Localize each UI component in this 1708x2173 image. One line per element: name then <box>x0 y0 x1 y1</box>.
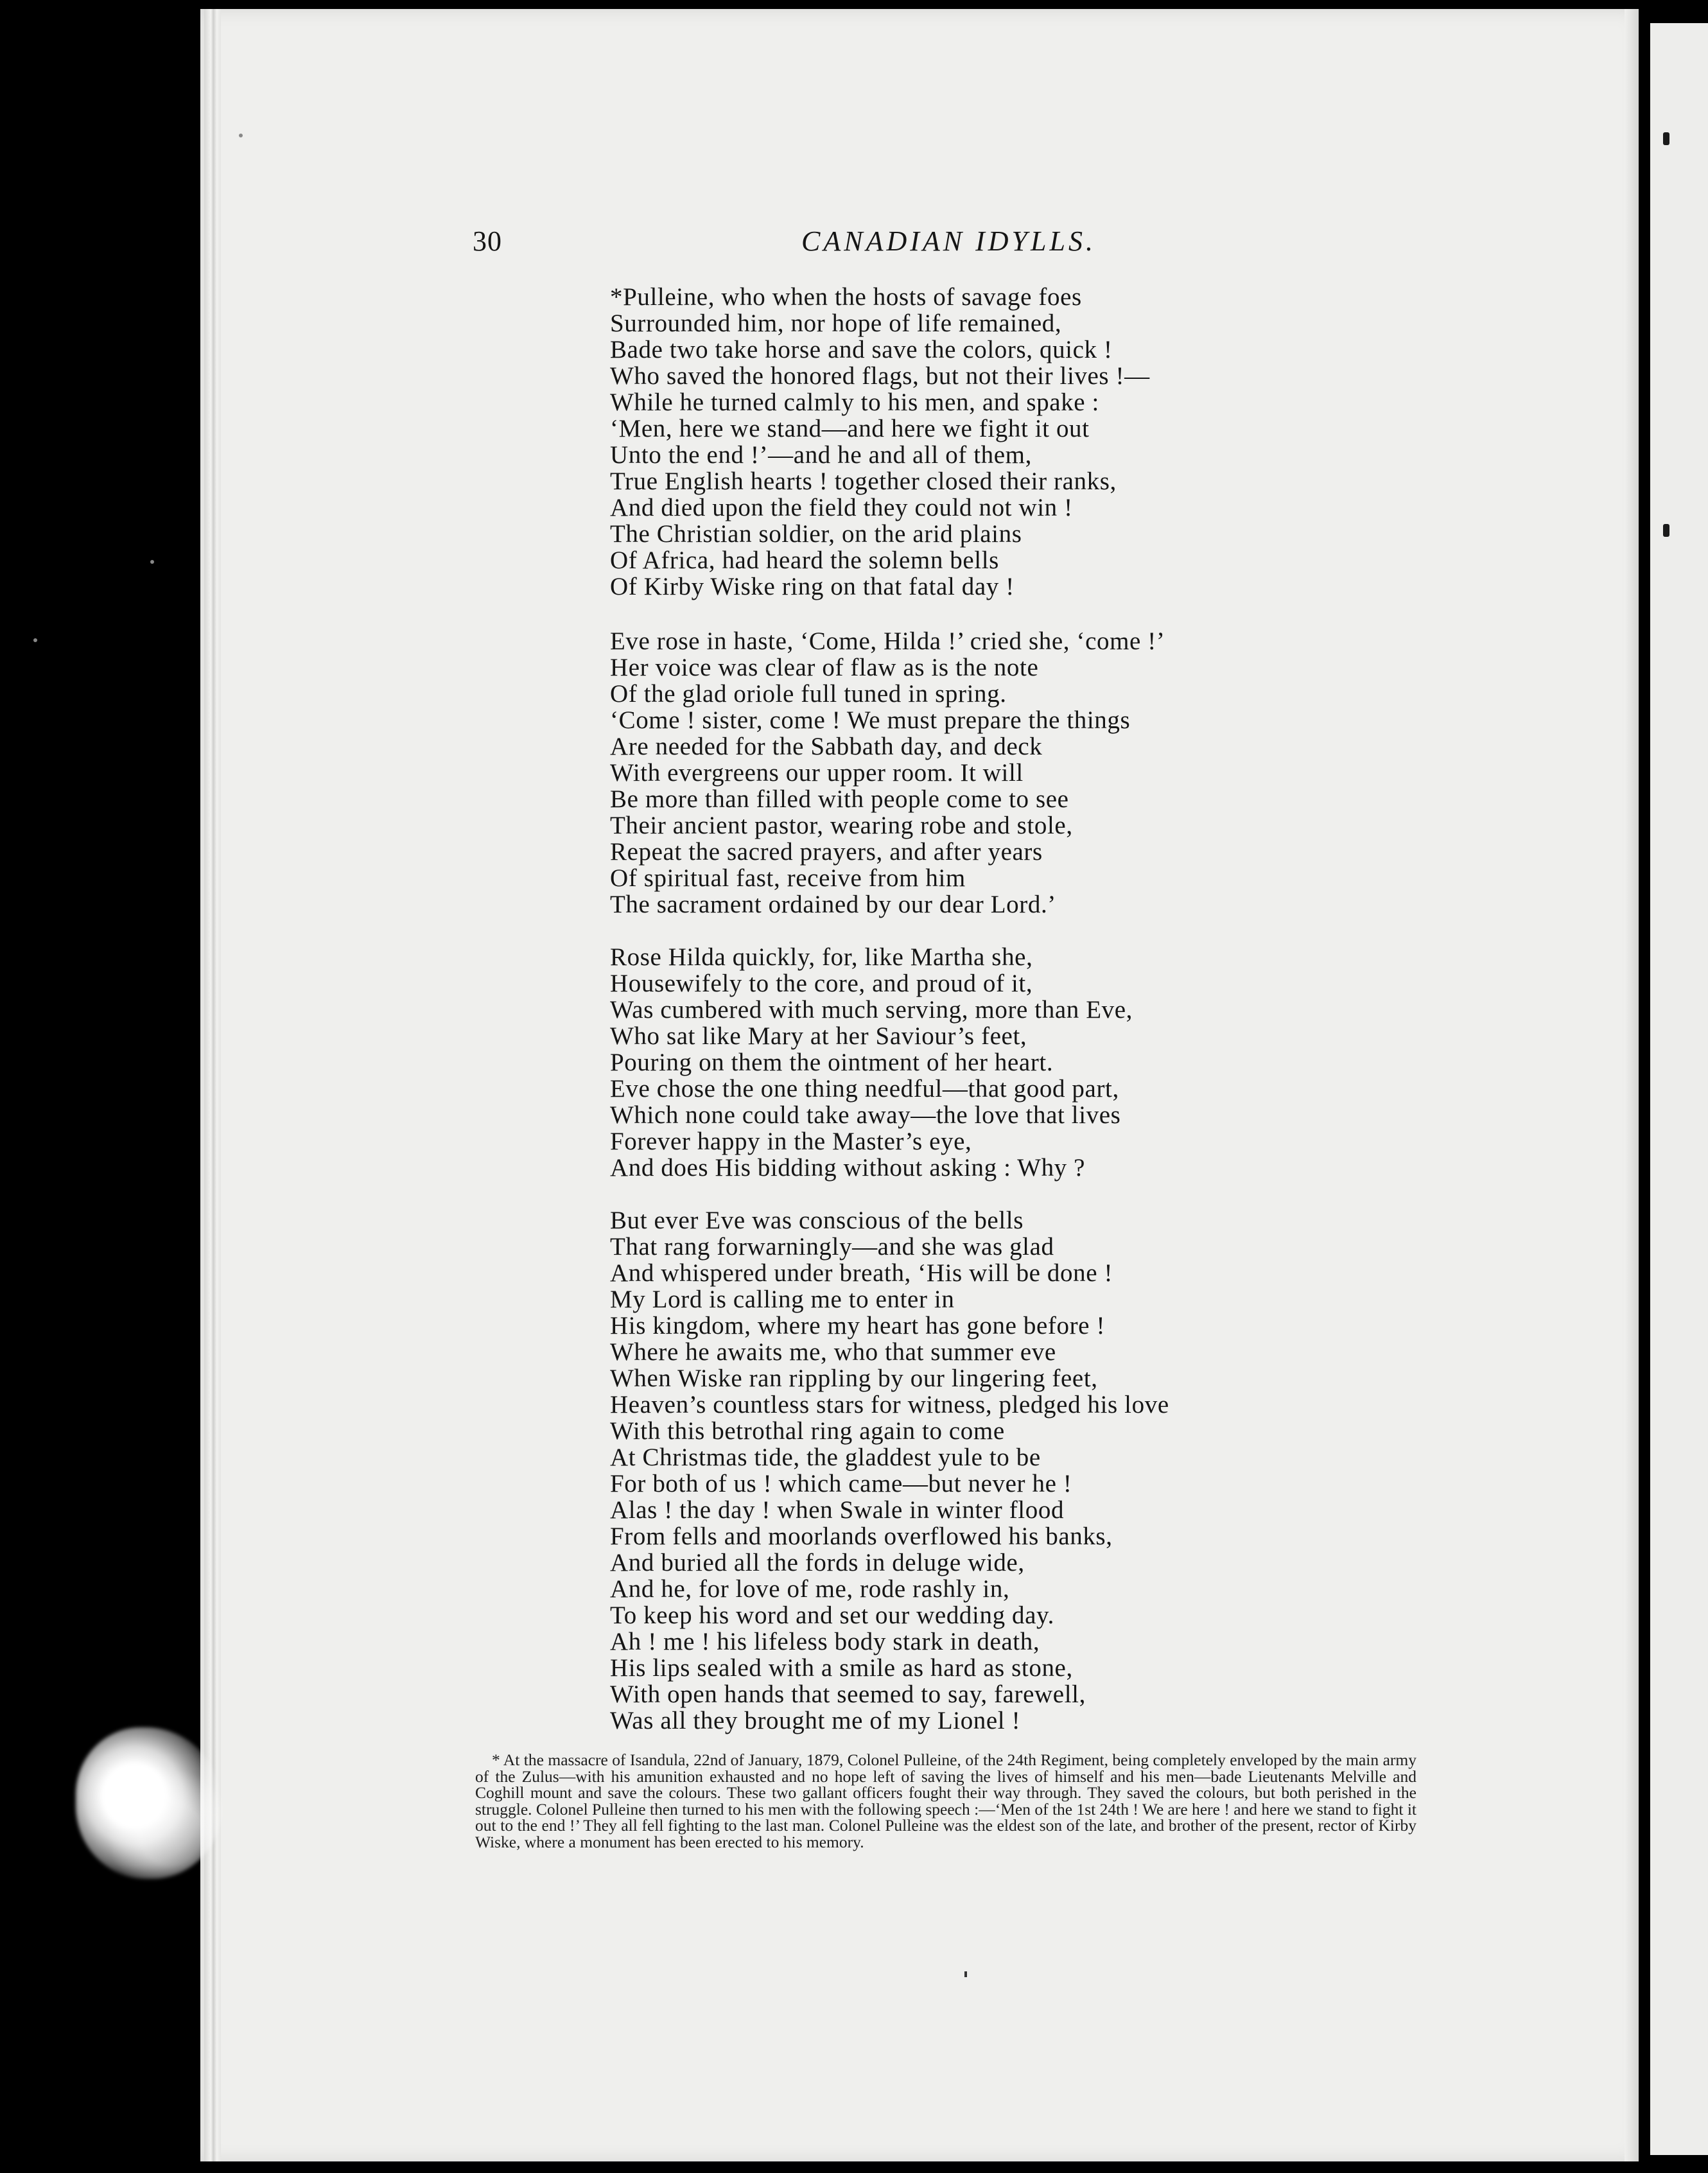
stanza-3 <box>610 944 1133 1181</box>
verse-line: Housewifely to the core, and proud of it, <box>610 970 1033 997</box>
verse-line: Their ancient pastor, wearing robe and stole, <box>610 812 1073 839</box>
verse-line: To keep his word and set our wedding day. <box>610 1601 1054 1629</box>
scan-speck <box>239 134 243 137</box>
verse-line: Are needed for the Sabbath day, and deck <box>610 733 1043 760</box>
verse-line: ‘Come ! sister, come ! We must prepare the things <box>610 706 1131 734</box>
verse-line: Surrounded him, nor hope of life remained, <box>610 310 1062 337</box>
verse-line: That rang forwarningly—and she was glad <box>610 1233 1054 1261</box>
verse-line: Where he awaits me, who that summer eve <box>610 1338 1056 1366</box>
verse-line: And buried all the fords in deluge wide, <box>610 1549 1025 1576</box>
verse-line: Was all they brought me of my Lionel ! <box>610 1707 1021 1734</box>
verse-line: Ah ! me ! his lifeless body stark in death, <box>610 1628 1040 1655</box>
page-right-edge <box>1625 9 1639 2161</box>
page-number: 30 <box>473 225 502 257</box>
verse-line: With open hands that seemed to say, farewell, <box>610 1680 1086 1708</box>
verse-line: Rose Hilda quickly, for, like Martha she, <box>610 943 1033 971</box>
verse-line: Alas ! the day ! when Swale in winter flood <box>610 1496 1065 1524</box>
scan-smudge <box>76 1727 222 1879</box>
verse-line: And died upon the field they could not win ! <box>610 494 1073 521</box>
verse-line: Of Africa, had heard the solemn bells <box>610 546 999 574</box>
verse-line: My Lord is calling me to enter in <box>610 1286 955 1313</box>
verse-line: Of spiritual fast, receive from him <box>610 864 966 892</box>
verse-line: The sacrament ordained by our dear Lord.’ <box>610 891 1056 918</box>
adjacent-page-mark <box>1663 132 1669 145</box>
verse-line: The Christian soldier, on the arid plains <box>610 520 1022 548</box>
verse-line: ‘Men, here we stand—and here we fight it out <box>610 415 1090 442</box>
scan-speck <box>150 560 154 564</box>
running-title: CANADIAN IDYLLS. <box>801 225 1096 257</box>
verse-line: Repeat the sacred prayers, and after years <box>610 838 1043 866</box>
stanza-4 <box>610 1207 1169 1734</box>
verse-line: Bade two take horse and save the colors, quick ! <box>610 336 1113 363</box>
verse-line: Be more than filled with people come to see <box>610 785 1069 813</box>
verse-line: Was cumbered with much serving, more than Eve, <box>610 996 1133 1024</box>
verse-line: And he, for love of me, rode rashly in, <box>610 1575 1010 1603</box>
stanza-2 <box>610 628 1165 918</box>
verse-line: For both of us ! which came—but never he ! <box>610 1470 1072 1497</box>
verse-line: Of the glad oriole full tuned in spring. <box>610 680 1007 708</box>
scan-speck <box>33 638 37 642</box>
verse-line: Heaven’s countless stars for witness, pledged his love <box>610 1391 1169 1418</box>
footnote: * At the massacre of Isandula, 22nd of January, 1879, Colonel Pulleine, of the 24th Regiment, being completely enveloped by the main army of the Zulus—with his amunition exhausted and no hope left of saving the lives of himself and his men—bade Lieutenants Melville and Coghill mount and save the colours. These two gallant officers fought their way through. They saved the colours, but both perished in the struggle. Colonel Pulleine then turned to his men with the following speech :—‘Men of the 1st 24th ! We are here ! and here we stand to fight it out to the end !’ They all fell fighting to the last man. Colonel Pulleine was the eldest son of the late, and brother of the present, rector of Kirby Wiske, where a monument has been erected to his memory. <box>475 1750 1416 1851</box>
verse-line: His lips sealed with a smile as hard as stone, <box>610 1654 1073 1682</box>
verse-line: Eve chose the one thing needful—that good part, <box>610 1075 1119 1103</box>
verse-line: But ever Eve was conscious of the bells <box>610 1207 1024 1234</box>
adjacent-page-mark <box>1663 524 1669 537</box>
verse-line: Which none could take away—the love that lives <box>610 1101 1121 1129</box>
verse-line: Her voice was clear of flaw as is the note <box>610 654 1039 681</box>
verse-line: *Pulleine, who when the hosts of savage foes <box>610 283 1082 311</box>
stanza-1 <box>610 284 1150 600</box>
verse-line: While he turned calmly to his men, and spake : <box>610 388 1099 416</box>
verse-line: With evergreens our upper room. It will <box>610 759 1024 787</box>
adjacent-page-strip <box>1650 23 1708 2155</box>
verse-line: His kingdom, where my heart has gone before ! <box>610 1312 1106 1340</box>
verse-line: With this betrothal ring again to come <box>610 1417 1005 1445</box>
verse-line: Who saved the honored flags, but not their lives !— <box>610 362 1150 390</box>
verse-line: Pouring on them the ointment of her heart. <box>610 1049 1054 1076</box>
verse-line: And does His bidding without asking : Why ? <box>610 1154 1086 1182</box>
page-mark <box>964 1971 967 1977</box>
verse-line: Forever happy in the Master’s eye, <box>610 1128 972 1155</box>
verse-line: Who sat like Mary at her Saviour’s feet, <box>610 1022 1027 1050</box>
verse-line: From fells and moorlands overflowed his banks, <box>610 1523 1113 1550</box>
verse-line: At Christmas tide, the gladdest yule to be <box>610 1444 1041 1471</box>
verse-line: Unto the end !’—and he and all of them, <box>610 441 1032 469</box>
verse-line: When Wiske ran rippling by our lingering feet, <box>610 1365 1098 1392</box>
verse-line: True English hearts ! together closed their ranks, <box>610 467 1117 495</box>
verse-line: Eve rose in haste, ‘Come, Hilda !’ cried she, ‘come !’ <box>610 627 1165 655</box>
verse-line: Of Kirby Wiske ring on that fatal day ! <box>610 573 1015 600</box>
verse-line: And whispered under breath, ‘His will be done ! <box>610 1259 1113 1287</box>
